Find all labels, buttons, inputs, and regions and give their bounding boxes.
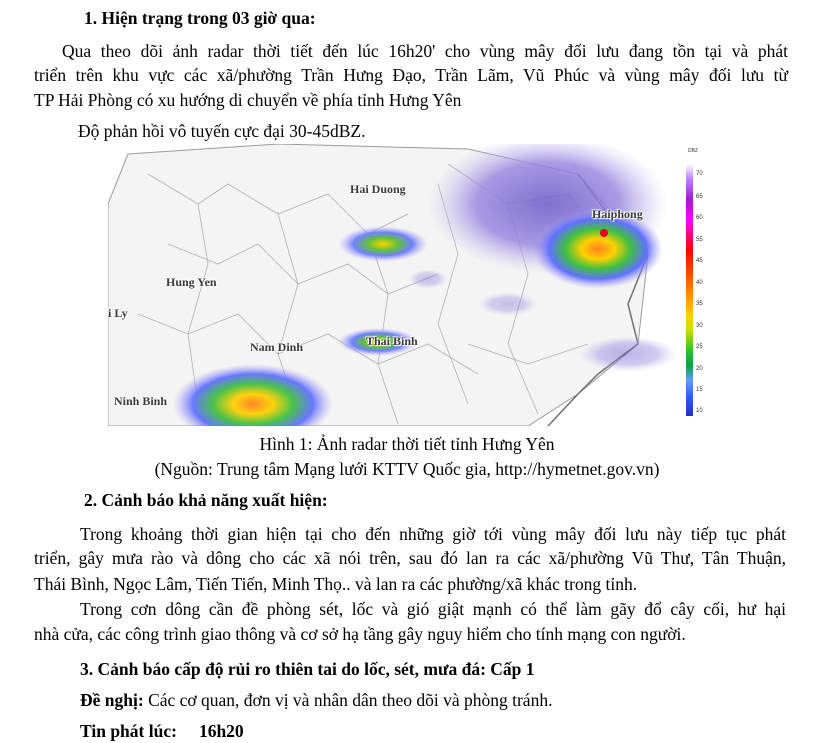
legend-tick: 35 bbox=[696, 301, 703, 307]
legend-tick: 20 bbox=[696, 366, 703, 372]
label-ninh-binh: Ninh Binh bbox=[114, 394, 168, 408]
legend-tick: 10 bbox=[696, 408, 703, 414]
legend-tick: 45 bbox=[696, 258, 703, 264]
section1-para-line-1: Qua theo dõi ảnh radar thời tiết đến lúc 16h20' cho vùng mây đối lưu đang tồn tại và phát bbox=[62, 41, 788, 61]
legend-unit: DBZ bbox=[688, 148, 698, 154]
legend-tick: 70 bbox=[696, 171, 703, 177]
legend-tick: 30 bbox=[696, 323, 703, 329]
section1-para-line-3: TP Hải Phòng có xu hướng di chuyển về phía tỉnh Hưng Yên bbox=[34, 90, 462, 110]
label-haiphong: Haiphong bbox=[592, 207, 643, 221]
legend-tick: 55 bbox=[696, 237, 703, 243]
recommendation bbox=[80, 688, 552, 712]
section2-para1-line-2: triển, gây mưa rào và dông cho các xã nói trên, sau đó lan ra các xã/phường Vũ Thư, Tân Thuận, bbox=[34, 548, 786, 568]
label-hung-yen: Hung Yen bbox=[166, 275, 217, 289]
section2-para2-line-2: nhà cửa, các công trình giao thông và cơ sở hạ tầng gây nguy hiểm cho tính mạng con người. bbox=[34, 624, 686, 644]
label-nam-dinh: Nam Dinh bbox=[250, 340, 304, 354]
label-i-ly: i Ly bbox=[108, 306, 128, 320]
legend-tick: 25 bbox=[696, 344, 703, 350]
issued-label: Tin phát lúc: bbox=[80, 721, 177, 741]
section1-heading: 1. Hiện trạng trong 03 giờ qua: bbox=[84, 8, 316, 28]
legend-tick: 40 bbox=[696, 280, 703, 286]
section2-para1-line-1: Trong khoảng thời gian hiện tại cho đến những giờ tới vùng mây đối lưu này tiếp tục phát bbox=[80, 524, 786, 544]
radar-image bbox=[108, 144, 706, 426]
section2-heading: 2. Cảnh báo khả năng xuất hiện: bbox=[84, 490, 328, 510]
issued-line bbox=[80, 719, 244, 743]
recommend-label: Đề nghị: bbox=[80, 690, 144, 710]
legend-color-bar bbox=[686, 164, 693, 416]
section3-heading: 3. Cảnh báo cấp độ rủi ro thiên tai do lốc, sét, mưa đá: Cấp 1 bbox=[80, 659, 535, 679]
legend-tick: 60 bbox=[696, 215, 703, 221]
section1-para-line-2: triển trên khu vực các xã/phường Trần Hưng Đạo, Trần Lãm, Vũ Phúc và vùng mây đối lưu từ bbox=[34, 65, 788, 85]
legend-tick: 65 bbox=[696, 194, 703, 200]
label-thai-binh: Thai Binh bbox=[366, 334, 418, 348]
section2-para2-line-1: Trong cơn dông cần đề phòng sét, lốc và gió giật mạnh có thể làm gãy đổ cây cối, hư hại bbox=[80, 599, 786, 619]
section2-para1-line-3: Thái Bình, Ngọc Lâm, Tiến Tiến, Minh Thọ.. và lan ra các phường/xã khác trong tỉnh. bbox=[34, 574, 638, 594]
legend-tick: 15 bbox=[696, 387, 703, 393]
reflectivity-text: Độ phản hồi vô tuyến cực đại 30-45dBZ. bbox=[78, 121, 366, 141]
issued-time: 16h20 bbox=[198, 721, 244, 741]
recommend-text: Các cơ quan, đơn vị và nhân dân theo dõi và phòng tránh. bbox=[143, 690, 553, 710]
figure-source: (Nguồn: Trung tâm Mạng lưới KTTV Quốc gia, http://hymetnet.gov.vn) bbox=[154, 459, 660, 479]
label-hai-duong: Hai Duong bbox=[350, 182, 406, 196]
figure-caption: Hình 1: Ảnh radar thời tiết tỉnh Hưng Yên bbox=[259, 434, 555, 454]
